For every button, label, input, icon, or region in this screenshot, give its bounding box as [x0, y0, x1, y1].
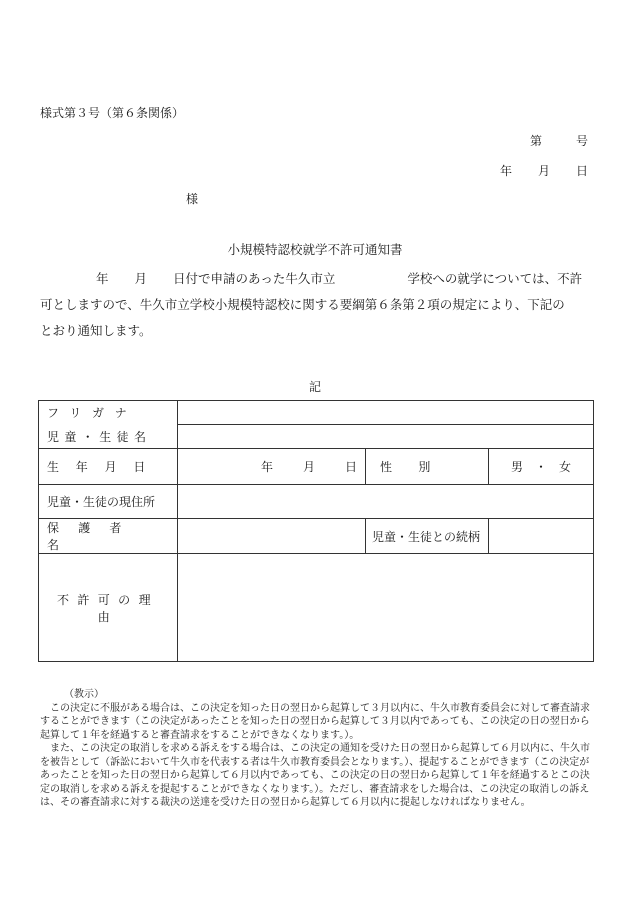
legal-notice [40, 688, 592, 810]
table-row [39, 449, 594, 485]
address-label: 児童・生徒の現住所 [39, 485, 178, 519]
reason-label: 不許可の理由 [39, 554, 178, 662]
notice-heading: （教示） [64, 689, 104, 700]
table-row [39, 485, 594, 519]
table-row [39, 401, 594, 425]
furigana-value [178, 401, 594, 425]
student-name-value [178, 425, 594, 449]
body-line-3: とおり通知します。 [40, 323, 152, 338]
furigana-label: フリガナ [39, 401, 178, 425]
date-month: 月 [537, 164, 550, 178]
details-table [38, 400, 594, 662]
table-row [39, 519, 594, 554]
relation-label: 児童・生徒との続柄 [366, 519, 489, 554]
gender-label: 性別 [366, 449, 489, 485]
notice-paragraph-1: この決定に不服がある場合は、この決定を知った日の翌日から起算して３月以内に、牛久市教育委員会に対して審査請求することができます（この決定があったことを知った日の翌日から起算して３月以内であっても、この決定の日の翌日から起算して１年を経過すると審査請求をすることができなくなります。）。 [40, 702, 590, 741]
address-value [178, 485, 594, 519]
relation-value [489, 519, 594, 554]
doc-no-suffix: 号 [575, 134, 588, 148]
guardian-label: 保護者名 [39, 519, 178, 554]
document-title: 小規模特認校就学不許可通知書 [227, 242, 403, 257]
issue-date [500, 162, 588, 179]
table-row [39, 425, 594, 449]
body-line-1: 年 月 日付で申請のあった牛久市立 学校への就学については、不許 [96, 271, 583, 286]
student-name-label: 児童・生徒名 [39, 425, 178, 449]
doc-no-prefix: 第 [529, 134, 542, 148]
birthdate-label: 生年月日 [39, 449, 178, 485]
ki-heading: 記 [308, 380, 321, 394]
form-number: 様式第３号（第６条関係） [40, 106, 185, 120]
body-paragraph [40, 266, 592, 344]
guardian-value [178, 519, 366, 554]
addressee: 様 [186, 192, 199, 206]
notice-paragraph-2: また、この決定の取消しを求める訴えをする場合は、この決定の通知を受けた日の翌日から起算して６月以内に、牛久市を被告として（訴訟において牛久市を代表する者は牛久市教育委員会となります。）、提起することができます（この決定があったことを知った日の翌日から起算して６月以内であっても、この決定の日の翌日から起算して１年を経過するとこの決定の取消しを求める訴えを提起することができなくなります。）。ただし、審査請求をした場合は、この決定の取消しの訴えは、その審査請求に対する裁決の送達を受けた日の翌日から起算して６月以内に提起しなければなりません。 [40, 743, 590, 808]
gender-value: 男 ・ 女 [489, 449, 594, 485]
document-number [530, 132, 588, 149]
body-line-2: 可としますので、牛久市立学校小規模特認校に関する要綱第６条第２項の規定により、下記の [40, 297, 565, 312]
date-year: 年 [499, 164, 512, 178]
birthdate-value: 年 月 日 [178, 449, 366, 485]
date-day: 日 [575, 164, 588, 178]
table-row [39, 554, 594, 662]
reason-value [178, 554, 594, 662]
